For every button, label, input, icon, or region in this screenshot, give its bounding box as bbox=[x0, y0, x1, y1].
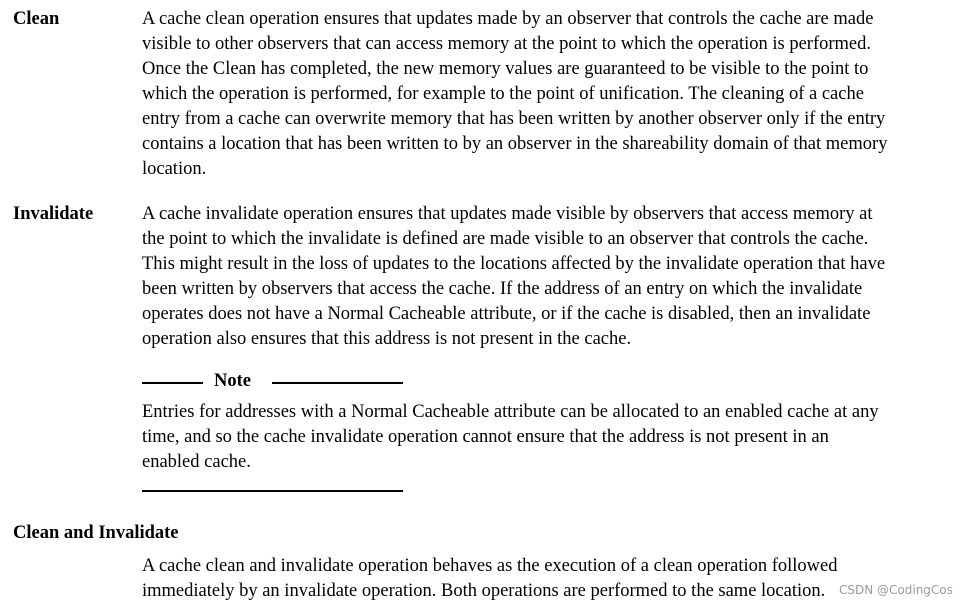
text-line: location. bbox=[142, 159, 207, 179]
text-line: operation also ensures that this address is not present in the cache. bbox=[142, 329, 632, 349]
text-line: A cache clean and invalidate operation behaves as the execution of a clean operation followed bbox=[142, 556, 838, 576]
text-line: immediately by an invalidate operation. Both operations are performed to the same location. bbox=[142, 581, 826, 601]
note-label: Note bbox=[214, 371, 251, 391]
term-clean-and-invalidate: Clean and Invalidate bbox=[13, 523, 179, 543]
term-invalidate: Invalidate bbox=[13, 204, 94, 224]
note-rule-left bbox=[142, 382, 203, 384]
text-line: This might result in the loss of updates to the locations affected by the invalidate operation that have bbox=[142, 254, 886, 274]
text-line: Once the Clean has completed, the new memory values are guaranteed to be visible to the point to bbox=[142, 59, 869, 79]
text-line: A cache invalidate operation ensures that updates made visible by observers that access memory at bbox=[142, 204, 873, 224]
text-line: entry from a cache can overwrite memory that has been written by another observer only if the entry bbox=[142, 109, 886, 129]
text-line: time, and so the cache invalidate operation cannot ensure that the address is not present in an bbox=[142, 427, 829, 447]
watermark: CSDN @CodingCos bbox=[839, 583, 953, 597]
definition-invalidate bbox=[142, 202, 972, 352]
text-line: visible to other observers that can access memory at the point to which the operation is performed. bbox=[142, 34, 871, 54]
text-line: operates does not have a Normal Cacheable attribute, or if the cache is disabled, then an invalidate bbox=[142, 304, 871, 324]
text-line: the point to which the invalidate is defined are made visible to an observer that controls the cache. bbox=[142, 229, 869, 249]
text-line: which the operation is performed, for example to the point of unification. The cleaning of a cache bbox=[142, 84, 864, 104]
note-body bbox=[142, 400, 972, 475]
text-line: A cache clean operation ensures that updates made by an observer that controls the cache are made bbox=[142, 9, 874, 29]
text-line: contains a location that has been written to by an observer in the shareability domain of that memory bbox=[142, 134, 888, 154]
definition-clean bbox=[142, 7, 972, 182]
text-line: enabled cache. bbox=[142, 452, 251, 472]
text-line: been written by observers that access the cache. If the address of an entry on which the invalidate bbox=[142, 279, 863, 299]
note-rule-right bbox=[272, 382, 403, 384]
note-rule-bottom bbox=[142, 490, 403, 492]
note-header bbox=[142, 369, 412, 394]
text-line: Entries for addresses with a Normal Cacheable attribute can be allocated to an enabled cache at any bbox=[142, 402, 879, 422]
term-clean: Clean bbox=[13, 9, 60, 29]
